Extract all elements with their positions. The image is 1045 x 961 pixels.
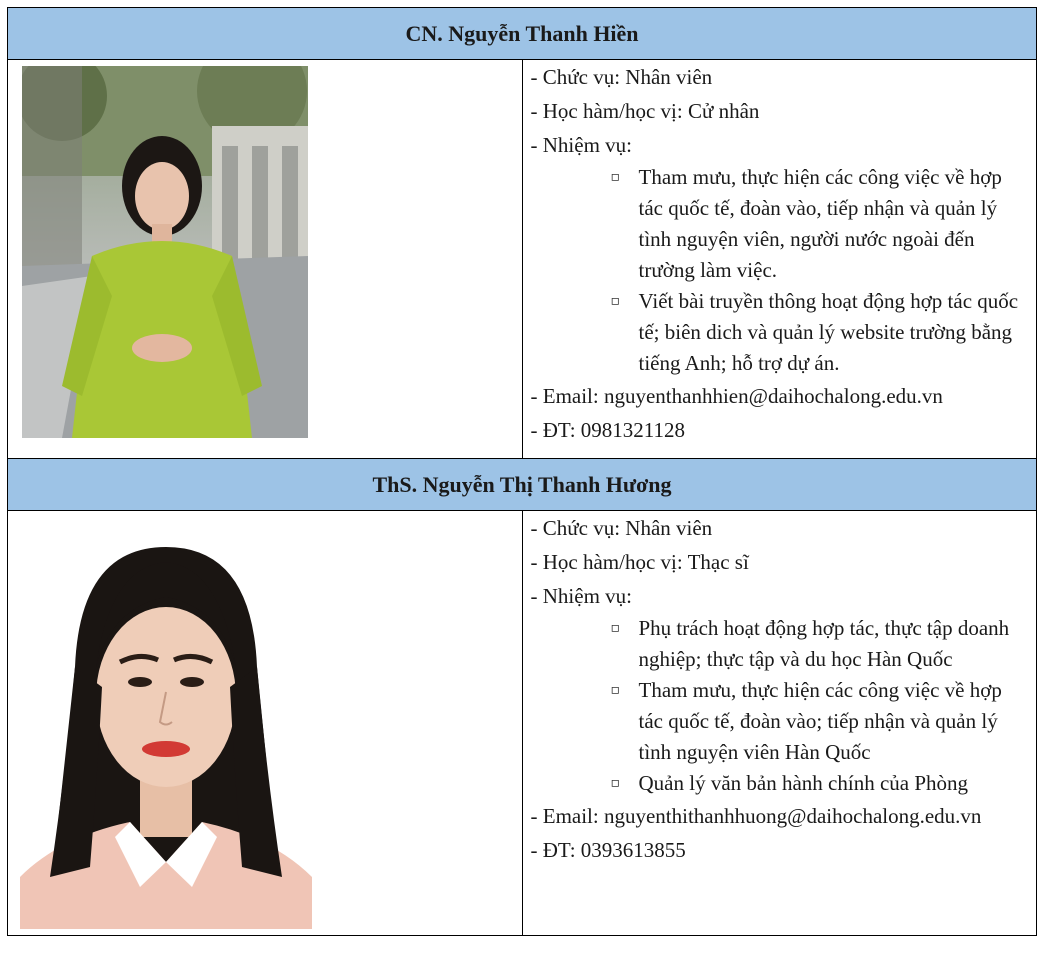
info-cell [522, 511, 1037, 936]
duty-text: Phụ trách hoạt động hợp tác, thực tập doanh nghiệp; thực tập và du học Hàn Quốc [638, 616, 1010, 671]
duties-list [531, 162, 1029, 379]
phone-text: - ĐT: 0981321128 [530, 418, 685, 442]
duty-text: Viết bài truyền thông hoạt động hợp tác quốc tế; biên dich và quản lý website trường bằng tiếng Anh; hỗ trợ dự án. [638, 289, 1019, 375]
staff-detail-row [8, 511, 1037, 936]
staff-name-row [8, 459, 1037, 511]
position-text: - Chức vụ: Nhân viên [530, 65, 713, 89]
duties-label: - Nhiệm vụ: [530, 133, 632, 157]
phone-text: - ĐT: 0393613855 [530, 838, 686, 862]
info-cell [522, 60, 1037, 459]
duty-item [531, 286, 1029, 379]
position-text: - Chức vụ: Nhân viên [530, 516, 713, 540]
square-bullet-icon: ▫ [610, 775, 620, 791]
duties-label: - Nhiệm vụ: [530, 584, 632, 608]
staff-name: ThS. Nguyễn Thị Thanh Hương [8, 459, 1037, 511]
staff-photo [20, 517, 312, 929]
duty-text: Tham mưu, thực hiện các công việc về hợp tác quốc tế, đoàn vào, tiếp nhận và quản lý tình nguyện viên, người nước ngoài đến trường làm việc. [638, 165, 1002, 282]
photo-cell [8, 60, 523, 459]
staff-name-row [8, 8, 1037, 60]
square-bullet-icon: ▫ [610, 293, 620, 309]
square-bullet-icon: ▫ [610, 620, 620, 636]
staff-photo [22, 66, 308, 438]
duties-list [531, 613, 1029, 799]
staff-name: CN. Nguyễn Thanh Hiền [8, 8, 1037, 60]
duty-text: Quản lý văn bản hành chính của Phòng [638, 771, 969, 795]
square-bullet-icon: ▫ [610, 169, 620, 185]
duty-item [531, 613, 1029, 675]
duty-text: Tham mưu, thực hiện các công việc về hợp tác quốc tế, đoàn vào; tiếp nhận và quản lý tình nguyện viên Hàn Quốc [638, 678, 1002, 764]
degree-text: - Học hàm/học vị: Cử nhân [530, 99, 760, 123]
email-text: - Email: nguyenthanhhien@daihochalong.edu.vn [530, 384, 943, 408]
photo-cell [8, 511, 523, 936]
duty-item [531, 675, 1029, 768]
degree-text: - Học hàm/học vị: Thạc sĩ [530, 550, 749, 574]
staff-detail-row [8, 60, 1037, 459]
square-bullet-icon: ▫ [610, 682, 620, 698]
email-text: - Email: nguyenthithanhhuong@daihochalong.edu.vn [530, 804, 982, 828]
duty-item [531, 162, 1029, 286]
staff-table [7, 7, 1037, 936]
duty-item [531, 768, 1029, 799]
